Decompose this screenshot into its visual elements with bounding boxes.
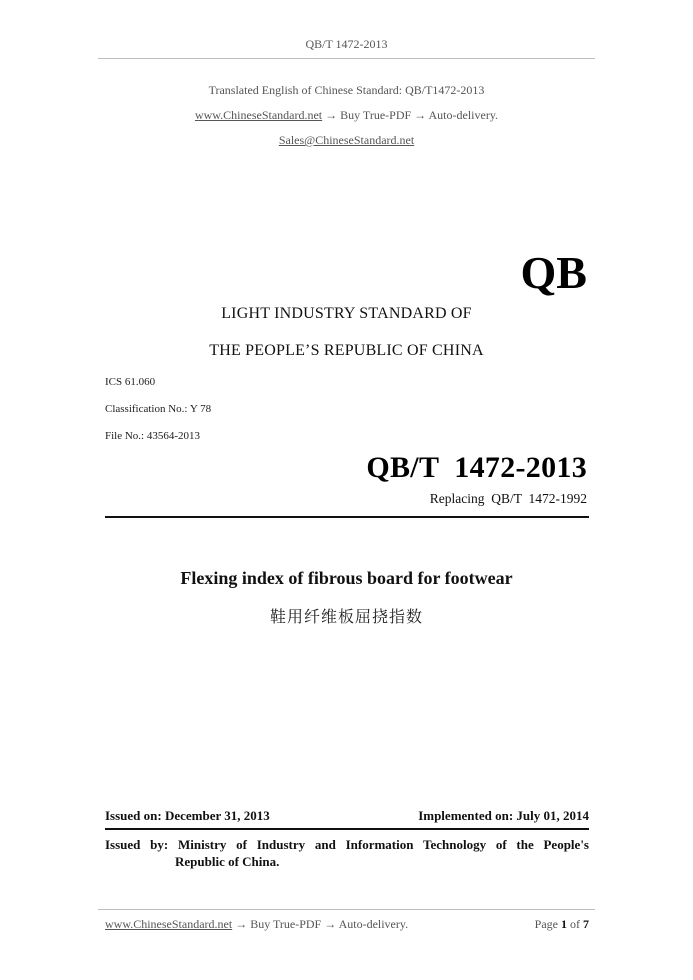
purchase-notice bbox=[0, 108, 693, 123]
dates-divider bbox=[105, 828, 589, 830]
footer-purchase-text: → Buy True-PDF → Auto-delivery. bbox=[232, 917, 409, 931]
running-header: QB/T 1472-2013 bbox=[305, 37, 388, 51]
footer-site-link[interactable]: www.ChineseStandard.net bbox=[105, 917, 233, 931]
page-label: Page bbox=[534, 917, 558, 931]
translation-notice: Translated English of Chinese Standard: QB/T1472-2013 bbox=[208, 83, 485, 97]
document-title: Flexing index of fibrous board for footwear bbox=[180, 568, 513, 588]
email-line bbox=[0, 133, 693, 148]
page-total: 7 bbox=[583, 917, 589, 931]
issuer-line-2: Republic of China. bbox=[175, 854, 280, 869]
email-link[interactable]: Sales@ChineseStandard.net bbox=[278, 133, 415, 147]
replacing-note: Replacing QB/T 1472-1992 bbox=[429, 491, 587, 506]
document-title-chinese: 鞋用纤维板屈挠指数 bbox=[269, 607, 423, 626]
page-number: 1 bbox=[561, 917, 567, 931]
purchase-notice-text: → Buy True-PDF → Auto-delivery. bbox=[322, 108, 499, 122]
implemented-date: Implemented on: July 01, 2014 bbox=[418, 808, 589, 823]
ics-number: ICS 61.060 bbox=[105, 376, 156, 388]
of-label: of bbox=[570, 917, 580, 931]
issued-date: Issued on: December 31, 2013 bbox=[105, 808, 270, 823]
category-mark: QB bbox=[520, 247, 587, 298]
file-number: File No.: 43564-2013 bbox=[105, 430, 201, 442]
issuer-line-1: Issued by: Ministry of Industry and Information Technology of the People's bbox=[105, 837, 589, 852]
classification-number: Classification No.: Y 78 bbox=[105, 403, 212, 415]
header-divider bbox=[98, 58, 595, 59]
date-row bbox=[105, 808, 589, 824]
title-divider bbox=[105, 516, 589, 518]
standard-line-2: THE PEOPLE’S REPUBLIC OF CHINA bbox=[209, 342, 484, 359]
site-link[interactable]: www.ChineseStandard.net bbox=[194, 108, 323, 122]
standard-line-1: LIGHT INDUSTRY STANDARD OF bbox=[221, 305, 472, 322]
page-indicator bbox=[535, 917, 589, 932]
page-footer bbox=[105, 917, 589, 932]
standard-code: QB/T 1472-2013 bbox=[366, 451, 587, 484]
footer-divider bbox=[98, 909, 595, 910]
